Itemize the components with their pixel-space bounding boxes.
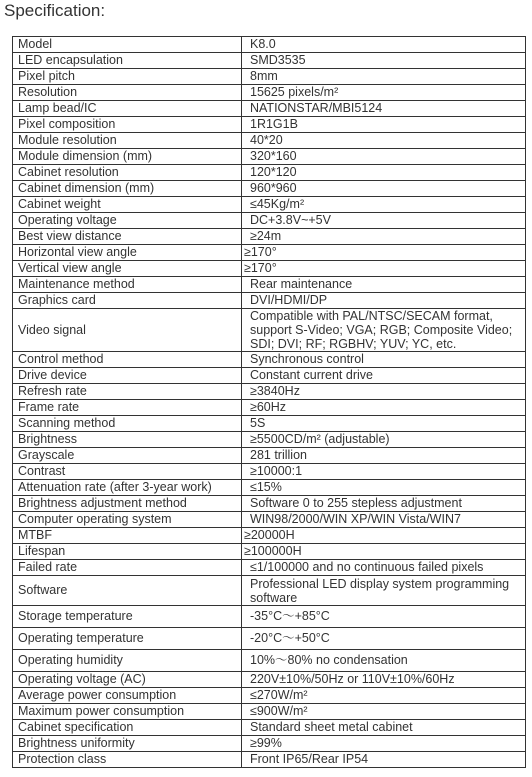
- table-row: [13, 720, 526, 736]
- spec-label: Cabinet dimension (mm): [13, 181, 242, 197]
- table-row: [13, 448, 526, 464]
- spec-label: Grayscale: [13, 448, 242, 464]
- table-row: [13, 245, 526, 261]
- spec-label: Contrast: [13, 464, 242, 480]
- spec-value: ≥10000:1: [242, 464, 526, 480]
- spec-value: 40*20: [242, 133, 526, 149]
- table-row: [13, 352, 526, 368]
- spec-value: K8.0: [242, 37, 526, 53]
- spec-label: Cabinet weight: [13, 197, 242, 213]
- spec-value: -35°C～+85°C: [242, 606, 526, 628]
- spec-value: 281 trillion: [242, 448, 526, 464]
- table-row: [13, 560, 526, 576]
- table-row: [13, 704, 526, 720]
- spec-label: Pixel pitch: [13, 69, 242, 85]
- spec-label: Operating temperature: [13, 628, 242, 650]
- table-row: [13, 688, 526, 704]
- table-row: [13, 213, 526, 229]
- spec-value: DVI/HDMI/DP: [242, 293, 526, 309]
- table-row: [13, 576, 526, 606]
- spec-label: Operating voltage (AC): [13, 672, 242, 688]
- spec-value: -20°C～+50°C: [242, 628, 526, 650]
- spec-label: Brightness uniformity: [13, 736, 242, 752]
- table-row: [13, 149, 526, 165]
- spec-value: 220V±10%/50Hz or 110V±10%/60Hz: [242, 672, 526, 688]
- table-row: [13, 496, 526, 512]
- spec-label: Brightness adjustment method: [13, 496, 242, 512]
- table-row: [13, 628, 526, 650]
- specification-table: [12, 36, 526, 768]
- table-row: [13, 368, 526, 384]
- spec-label: Video signal: [13, 309, 242, 352]
- spec-value: 320*160: [242, 149, 526, 165]
- table-row: [13, 37, 526, 53]
- spec-value: ≥20000H: [242, 528, 526, 544]
- spec-value: ≥170°: [242, 261, 526, 277]
- spec-value: ≥170°: [242, 245, 526, 261]
- table-row: [13, 181, 526, 197]
- specification-table-body: [13, 37, 526, 768]
- table-row: [13, 752, 526, 768]
- spec-label: Protection class: [13, 752, 242, 768]
- spec-value: ≤900W/m²: [242, 704, 526, 720]
- spec-label: Module dimension (mm): [13, 149, 242, 165]
- spec-value: 5S: [242, 416, 526, 432]
- spec-label: Control method: [13, 352, 242, 368]
- table-row: [13, 293, 526, 309]
- table-row: [13, 197, 526, 213]
- spec-value: Software 0 to 255 stepless adjustment: [242, 496, 526, 512]
- spec-value: 1R1G1B: [242, 117, 526, 133]
- spec-value: ≥5500CD/m² (adjustable): [242, 432, 526, 448]
- spec-label: Resolution: [13, 85, 242, 101]
- table-row: [13, 432, 526, 448]
- spec-value: 120*120: [242, 165, 526, 181]
- spec-label: MTBF: [13, 528, 242, 544]
- table-row: [13, 53, 526, 69]
- table-row: [13, 400, 526, 416]
- spec-label: Model: [13, 37, 242, 53]
- spec-label: Brightness: [13, 432, 242, 448]
- table-row: [13, 165, 526, 181]
- spec-value: ≤15%: [242, 480, 526, 496]
- spec-label: Refresh rate: [13, 384, 242, 400]
- table-row: [13, 672, 526, 688]
- table-row: [13, 528, 526, 544]
- spec-value: Compatible with PAL/NTSC/SECAM format, support S-Video; VGA; RGB; Composite Video; SDI; DVI; RF; RGBHV; YUV; YC, etc.: [242, 309, 526, 352]
- table-row: [13, 512, 526, 528]
- table-row: [13, 261, 526, 277]
- spec-value: SMD3535: [242, 53, 526, 69]
- spec-value: 960*960: [242, 181, 526, 197]
- table-row: [13, 229, 526, 245]
- spec-value: ≤1/100000 and no continuous failed pixels: [242, 560, 526, 576]
- spec-label: Best view distance: [13, 229, 242, 245]
- spec-label: Frame rate: [13, 400, 242, 416]
- table-row: [13, 85, 526, 101]
- table-row: [13, 69, 526, 85]
- spec-value: ≥3840Hz: [242, 384, 526, 400]
- spec-value: ≤270W/m²: [242, 688, 526, 704]
- table-row: [13, 650, 526, 672]
- spec-value: 15625 pixels/m²: [242, 85, 526, 101]
- spec-label: Software: [13, 576, 242, 606]
- spec-value: 10%～80% no condensation: [242, 650, 526, 672]
- spec-label: Lifespan: [13, 544, 242, 560]
- spec-label: Scanning method: [13, 416, 242, 432]
- spec-label: Failed rate: [13, 560, 242, 576]
- spec-label: Attenuation rate (after 3-year work): [13, 480, 242, 496]
- table-row: [13, 416, 526, 432]
- spec-label: Storage temperature: [13, 606, 242, 628]
- page-title: Specification:: [4, 1, 106, 20]
- spec-label: Operating voltage: [13, 213, 242, 229]
- table-row: [13, 309, 526, 352]
- spec-value: 8mm: [242, 69, 526, 85]
- table-row: [13, 384, 526, 400]
- spec-label: Maximum power consumption: [13, 704, 242, 720]
- spec-value: ≥60Hz: [242, 400, 526, 416]
- table-row: [13, 277, 526, 293]
- spec-label: Pixel composition: [13, 117, 242, 133]
- spec-label: Computer operating system: [13, 512, 242, 528]
- spec-label: Module resolution: [13, 133, 242, 149]
- table-row: [13, 480, 526, 496]
- spec-value: Constant current drive: [242, 368, 526, 384]
- spec-value: NATIONSTAR/MBI5124: [242, 101, 526, 117]
- table-row: [13, 133, 526, 149]
- spec-label: Vertical view angle: [13, 261, 242, 277]
- spec-value: DC+3.8V~+5V: [242, 213, 526, 229]
- table-row: [13, 464, 526, 480]
- spec-value: ≥24m: [242, 229, 526, 245]
- table-row: [13, 101, 526, 117]
- spec-value: ≥99%: [242, 736, 526, 752]
- table-row: [13, 606, 526, 628]
- spec-value: Standard sheet metal cabinet: [242, 720, 526, 736]
- spec-value: WIN98/2000/WIN XP/WIN Vista/WIN7: [242, 512, 526, 528]
- table-row: [13, 736, 526, 752]
- spec-label: Operating humidity: [13, 650, 242, 672]
- spec-value: Professional LED display system programming software: [242, 576, 526, 606]
- spec-label: Maintenance method: [13, 277, 242, 293]
- spec-value: ≥100000H: [242, 544, 526, 560]
- spec-value: Rear maintenance: [242, 277, 526, 293]
- spec-value: Front IP65/Rear IP54: [242, 752, 526, 768]
- spec-label: Cabinet resolution: [13, 165, 242, 181]
- spec-label: Average power consumption: [13, 688, 242, 704]
- table-row: [13, 544, 526, 560]
- spec-label: Horizontal view angle: [13, 245, 242, 261]
- table-row: [13, 117, 526, 133]
- spec-label: Cabinet specification: [13, 720, 242, 736]
- spec-value: ≤45Kg/m²: [242, 197, 526, 213]
- spec-label: Graphics card: [13, 293, 242, 309]
- spec-label: Drive device: [13, 368, 242, 384]
- spec-label: LED encapsulation: [13, 53, 242, 69]
- spec-label: Lamp bead/IC: [13, 101, 242, 117]
- spec-value: Synchronous control: [242, 352, 526, 368]
